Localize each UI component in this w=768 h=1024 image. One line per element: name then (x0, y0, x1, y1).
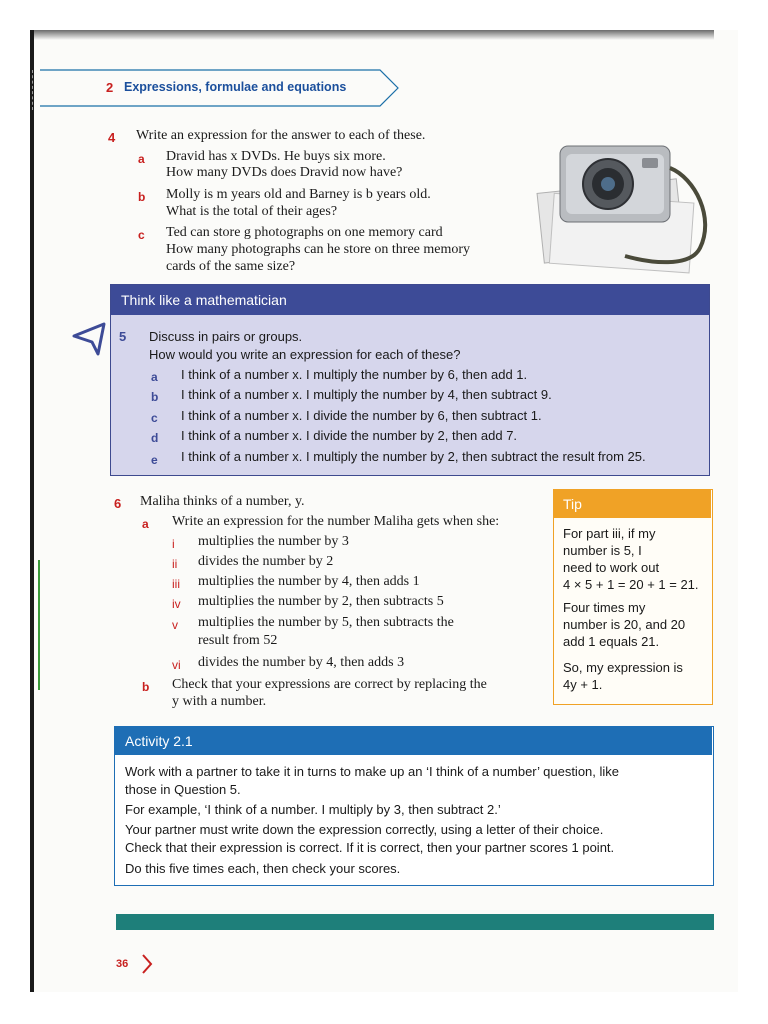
think-item-a: I think of a number x. I multiply the number by 6, then add 1. (181, 367, 528, 382)
think-item-b: I think of a number x. I multiply the number by 4, then subtract 9. (181, 387, 552, 402)
footer-bar (116, 914, 714, 930)
page-binding-edge (30, 30, 34, 992)
q6-part-a-prompt: Write an expression for the number Maliha gets when she: (172, 514, 500, 529)
q6-part-a-letter: a (142, 517, 149, 531)
tip-line-1: For part iii, if my (563, 526, 656, 541)
tip-title: Tip (563, 496, 582, 512)
q4-part-b-line2: What is the total of their ages? (166, 204, 338, 219)
q6-item-vi: divides the number by 4, then adds 3 (198, 655, 405, 670)
activity-header (115, 727, 712, 755)
q4-part-a-line1: Dravid has x DVDs. He buys six more. (166, 149, 386, 164)
tip-header (554, 490, 711, 518)
q4-part-c-letter: c (138, 228, 145, 242)
q6-part-b-letter: b (142, 680, 150, 694)
think-like-a-mathematician-box (110, 284, 710, 476)
q6-item-v-cont: result from 52 (198, 633, 278, 648)
question-4-prompt: Write an expression for the answer to each of these. (136, 128, 426, 143)
question-5-number: 5 (119, 329, 127, 344)
question-6-prompt: Maliha thinks of a number, y. (140, 494, 305, 509)
activity-line-4: Your partner must write down the expression correctly, using a letter of their choice. (125, 822, 604, 837)
q4-part-b-letter: b (138, 190, 146, 204)
camera-illustration (530, 128, 730, 276)
page-top-shadow (34, 30, 714, 40)
think-item-c-letter: c (151, 411, 158, 425)
q4-part-a-line2: How many DVDs does Dravid now have? (166, 165, 403, 180)
think-box-title: Think like a mathematician (121, 292, 287, 308)
think-item-e: I think of a number x. I multiply the number by 2, then subtract the result from 25. (181, 449, 646, 464)
tip-line-6: number is 20, and 20 (563, 617, 686, 632)
tip-line-3: need to work out (563, 560, 660, 575)
activity-line-1: Work with a partner to take it in turns to make up an ‘I think of a number’ question, like (125, 764, 620, 779)
q6-item-v: multiplies the number by 5, then subtracts the (198, 615, 454, 630)
think-intro-1: Discuss in pairs or groups. (149, 329, 303, 344)
discuss-icon (72, 322, 108, 356)
activity-title: Activity 2.1 (125, 733, 193, 749)
q6-roman-ii: ii (172, 557, 178, 571)
page-number: 36 (116, 958, 129, 970)
activity-line-3: For example, ‘I think of a number. I multiply by 3, then subtract 2.’ (125, 802, 501, 817)
q6-item-iv: multiplies the number by 2, then subtracts 5 (198, 594, 444, 609)
think-box-header (111, 285, 709, 315)
tip-line-9: 4y + 1. (563, 677, 603, 692)
margin-mark (38, 560, 40, 690)
question-4-number: 4 (108, 130, 116, 145)
chevron-right-icon (140, 953, 154, 975)
q6-part-b-line1: Check that your expressions are correct by replacing the (172, 677, 487, 692)
tip-line-4: 4 × 5 + 1 = 20 + 1 = 21. (563, 577, 699, 592)
activity-box (114, 726, 714, 886)
chapter-number: 2 (106, 80, 114, 95)
q4-part-a-letter: a (138, 152, 145, 166)
think-item-a-letter: a (151, 370, 158, 384)
tip-line-5: Four times my (563, 600, 646, 615)
q6-roman-v: v (172, 618, 178, 632)
activity-line-2: those in Question 5. (125, 782, 241, 797)
activity-line-6: Do this five times each, then check your scores. (125, 861, 401, 876)
q4-part-c-line3: cards of the same size? (166, 259, 296, 274)
q6-roman-iv: iv (172, 597, 181, 611)
q4-part-c-line2: How many photographs can he store on three memory (166, 242, 471, 257)
q6-roman-iii: iii (172, 577, 180, 591)
q6-part-b-line2: y with a number. (172, 694, 267, 709)
chapter-title: Expressions, formulae and equations (124, 80, 347, 94)
tip-box (553, 489, 713, 705)
q4-part-b-line1: Molly is m years old and Barney is b years old. (166, 187, 431, 202)
think-item-b-letter: b (151, 390, 159, 404)
tip-line-7: add 1 equals 21. (563, 634, 660, 649)
q6-item-iii: multiplies the number by 4, then adds 1 (198, 574, 420, 589)
q6-roman-vi: vi (172, 658, 181, 672)
think-item-c: I think of a number x. I divide the number by 6, then subtract 1. (181, 408, 542, 423)
q4-part-c-line1: Ted can store g photographs on one memory card (166, 225, 443, 240)
chapter-banner (40, 68, 400, 108)
activity-line-5: Check that their expression is correct. If it is correct, then your partner scores 1 point. (125, 840, 615, 855)
think-intro-2: How would you write an expression for each of these? (149, 347, 461, 362)
tip-line-2: number is 5, I (563, 543, 642, 558)
think-item-d: I think of a number x. I divide the number by 2, then add 7. (181, 428, 518, 443)
q6-roman-i: i (172, 537, 175, 551)
question-6-number: 6 (114, 496, 122, 511)
think-item-d-letter: d (151, 431, 159, 445)
think-item-e-letter: e (151, 453, 158, 467)
q6-item-i: multiplies the number by 3 (198, 534, 349, 549)
q6-item-ii: divides the number by 2 (198, 554, 334, 569)
tip-line-8: So, my expression is (563, 660, 683, 675)
